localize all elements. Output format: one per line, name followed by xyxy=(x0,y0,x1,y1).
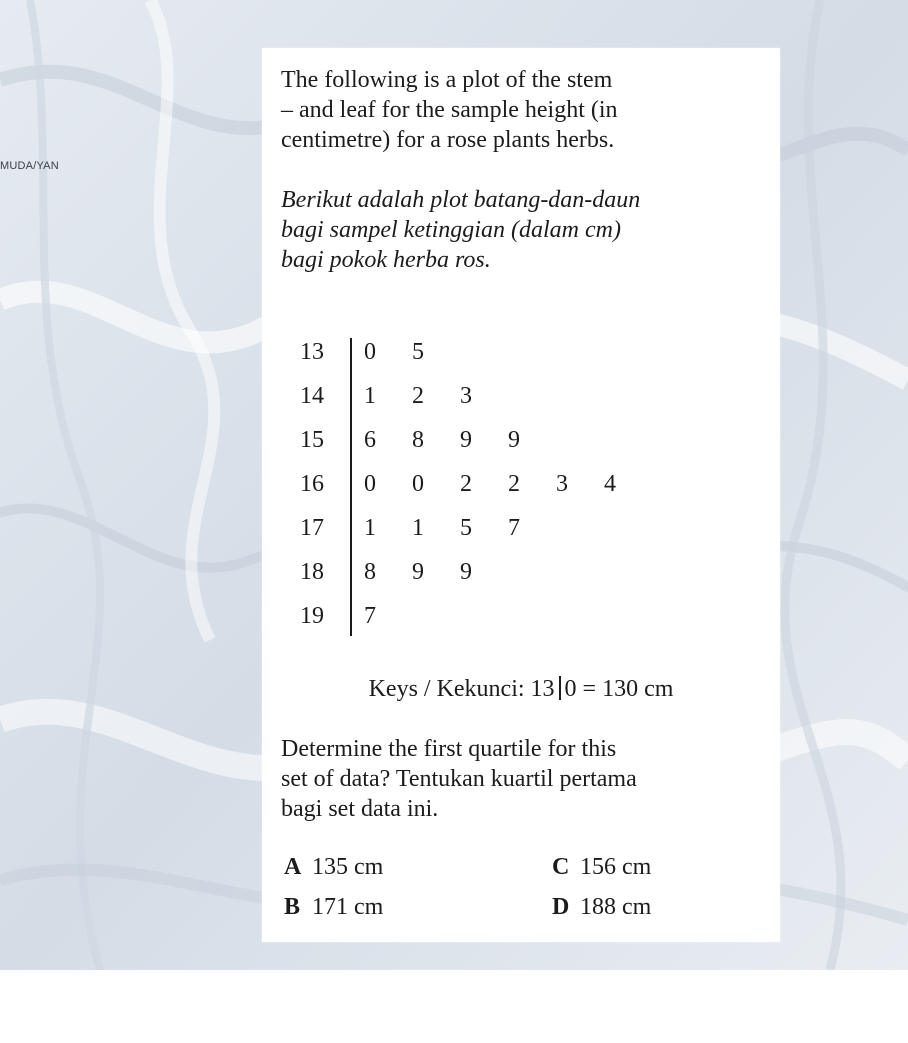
leaf-value: 0 xyxy=(364,339,376,365)
question-prompt-line: Determine the first quartile for this xyxy=(281,736,617,762)
plot-key-prefix: Keys / Kekunci: 13 xyxy=(368,676,555,702)
question-malay-line: bagi sampel ketinggian (dalam cm) xyxy=(281,217,621,243)
option-text: 188 cm xyxy=(580,894,652,920)
question-malay xyxy=(281,185,768,275)
leaf-value: 6 xyxy=(364,427,376,453)
leaf-value: 5 xyxy=(460,515,472,541)
option-text: 156 cm xyxy=(580,854,652,880)
stem-value: 18 xyxy=(300,559,324,585)
question-card xyxy=(262,48,780,942)
option-c[interactable] xyxy=(552,854,651,881)
option-text: 135 cm xyxy=(312,854,384,880)
leaf-value: 1 xyxy=(364,515,376,541)
option-text: 171 cm xyxy=(312,894,384,920)
plot-key-bar xyxy=(559,676,561,700)
question-malay-line: Berikut adalah plot batang-dan-daun xyxy=(281,187,641,213)
question-english xyxy=(281,65,768,155)
leaf-value: 9 xyxy=(412,559,424,585)
leaf-value: 9 xyxy=(460,559,472,585)
question-english-line: The following is a plot of the stem xyxy=(281,67,613,93)
question-malay-line: bagi pokok herba ros. xyxy=(281,247,491,273)
leaf-value: 8 xyxy=(412,427,424,453)
side-label: MUDA/YAN xyxy=(0,160,59,172)
plot-key xyxy=(262,676,780,703)
leaf-value: 3 xyxy=(556,471,568,497)
leaf-value: 9 xyxy=(460,427,472,453)
leaf-value: 2 xyxy=(412,383,424,409)
stem-value: 16 xyxy=(300,471,324,497)
leaf-value: 7 xyxy=(508,515,520,541)
option-a[interactable] xyxy=(284,854,383,881)
option-b[interactable] xyxy=(284,894,383,921)
leaf-value: 2 xyxy=(508,471,520,497)
stem-leaf-divider xyxy=(350,338,352,636)
leaf-value: 3 xyxy=(460,383,472,409)
stem-value: 15 xyxy=(300,427,324,453)
option-d[interactable] xyxy=(552,894,651,921)
leaf-value: 4 xyxy=(604,471,616,497)
question-english-line: – and leaf for the sample height (in xyxy=(281,97,618,123)
leaf-value: 2 xyxy=(460,471,472,497)
question-english-line: centimetre) for a rose plants herbs. xyxy=(281,127,615,153)
option-letter: B xyxy=(284,894,301,920)
leaf-value: 9 xyxy=(508,427,520,453)
option-letter: A xyxy=(284,854,302,880)
leaf-value: 8 xyxy=(364,559,376,585)
leaf-value: 0 xyxy=(412,471,424,497)
stem-value: 19 xyxy=(300,603,324,629)
leaf-value: 1 xyxy=(412,515,424,541)
leaf-value: 0 xyxy=(364,471,376,497)
question-prompt xyxy=(281,734,768,824)
question-prompt-line: set of data? Tentukan kuartil pertama xyxy=(281,766,637,792)
stem-value: 14 xyxy=(300,383,324,409)
option-letter: C xyxy=(552,854,570,880)
stem-value: 13 xyxy=(300,339,324,365)
option-letter: D xyxy=(552,894,570,920)
leaf-value: 7 xyxy=(364,603,376,629)
plot-key-suffix: 0 = 130 cm xyxy=(564,676,674,702)
leaf-value: 1 xyxy=(364,383,376,409)
question-prompt-line: bagi set data ini. xyxy=(281,796,439,822)
stem-value: 17 xyxy=(300,515,324,541)
leaf-value: 5 xyxy=(412,339,424,365)
